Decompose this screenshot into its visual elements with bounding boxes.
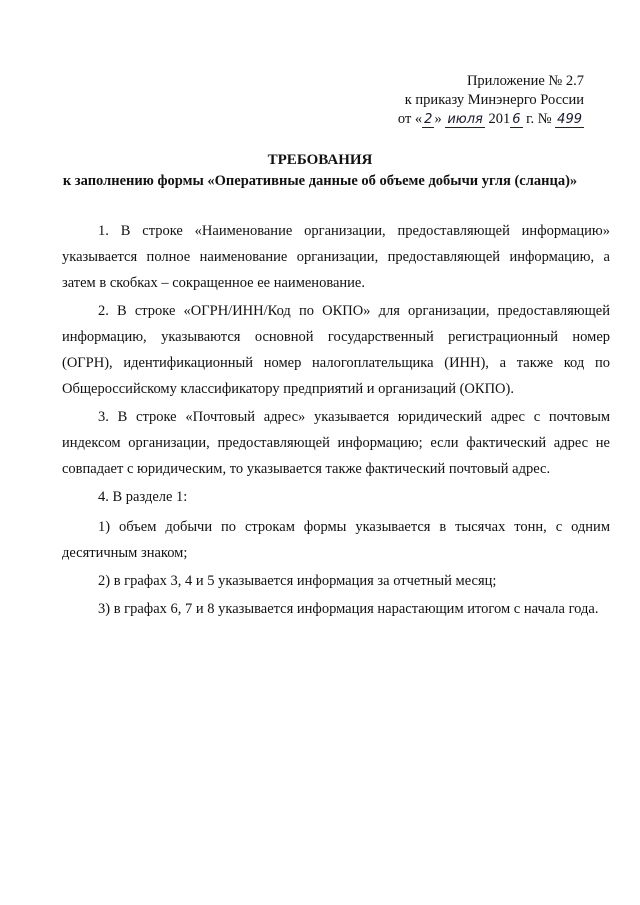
paragraph-3: 3. В строке «Почтовый адрес» указывается юридический адрес с почтовым индексом организации, предоставляющей информацию; если фактический адрес не совпадает с юридическим, то указывается также фактический почтовый адрес.	[62, 409, 610, 477]
document-subtitle: к заполнению формы «Оперативные данные об объеме добычи угля (сланца)»	[62, 173, 578, 189]
paragraph-1: 1. В строке «Наименование организации, предоставляющей информацию» указывается полное наименование организации, предоставляющей информацию, а затем в скобках – сокращенное ее наименование.	[62, 223, 610, 291]
order-line: к приказу Минэнерго России	[404, 92, 584, 108]
order-date-line	[344, 110, 584, 129]
handwritten-day: 2	[424, 112, 433, 127]
appendix-header	[344, 72, 584, 129]
handwritten-year-digit: 6	[512, 112, 521, 127]
list-item-2: 2) в графах 3, 4 и 5 указывается информация за отчетный месяц;	[98, 573, 497, 589]
date-mid: »	[434, 111, 442, 127]
handwritten-order-number: 499	[557, 112, 582, 127]
date-suffix: г. №	[526, 111, 552, 127]
appendix-line: Приложение № 2.7	[466, 73, 584, 89]
document-body	[62, 218, 610, 624]
handwritten-month: июля	[447, 112, 483, 127]
document-title: ТРЕБОВАНИЯ	[267, 152, 373, 168]
list-item-3: 3) в графах 6, 7 и 8 указывается информация нарастающим итогом с начала года.	[98, 601, 599, 617]
paragraph-4: 4. В разделе 1:	[98, 489, 188, 505]
date-year-prefix: 201	[488, 111, 511, 127]
date-prefix: от «	[397, 111, 423, 127]
paragraph-2: 2. В строке «ОГРН/ИНН/Код по ОКПО» для организации, предоставляющей информацию, указываются основной государственный регистрационный номер (ОГРН), идентификационный номер налогоплательщика (ИНН), а также код по Общероссийскому классификатору предприятий и организаций (ОКПО).	[62, 303, 610, 397]
list-item-1: 1) объем добычи по строкам формы указывается в тысячах тонн, с одним десятичным знаком;	[62, 519, 610, 561]
